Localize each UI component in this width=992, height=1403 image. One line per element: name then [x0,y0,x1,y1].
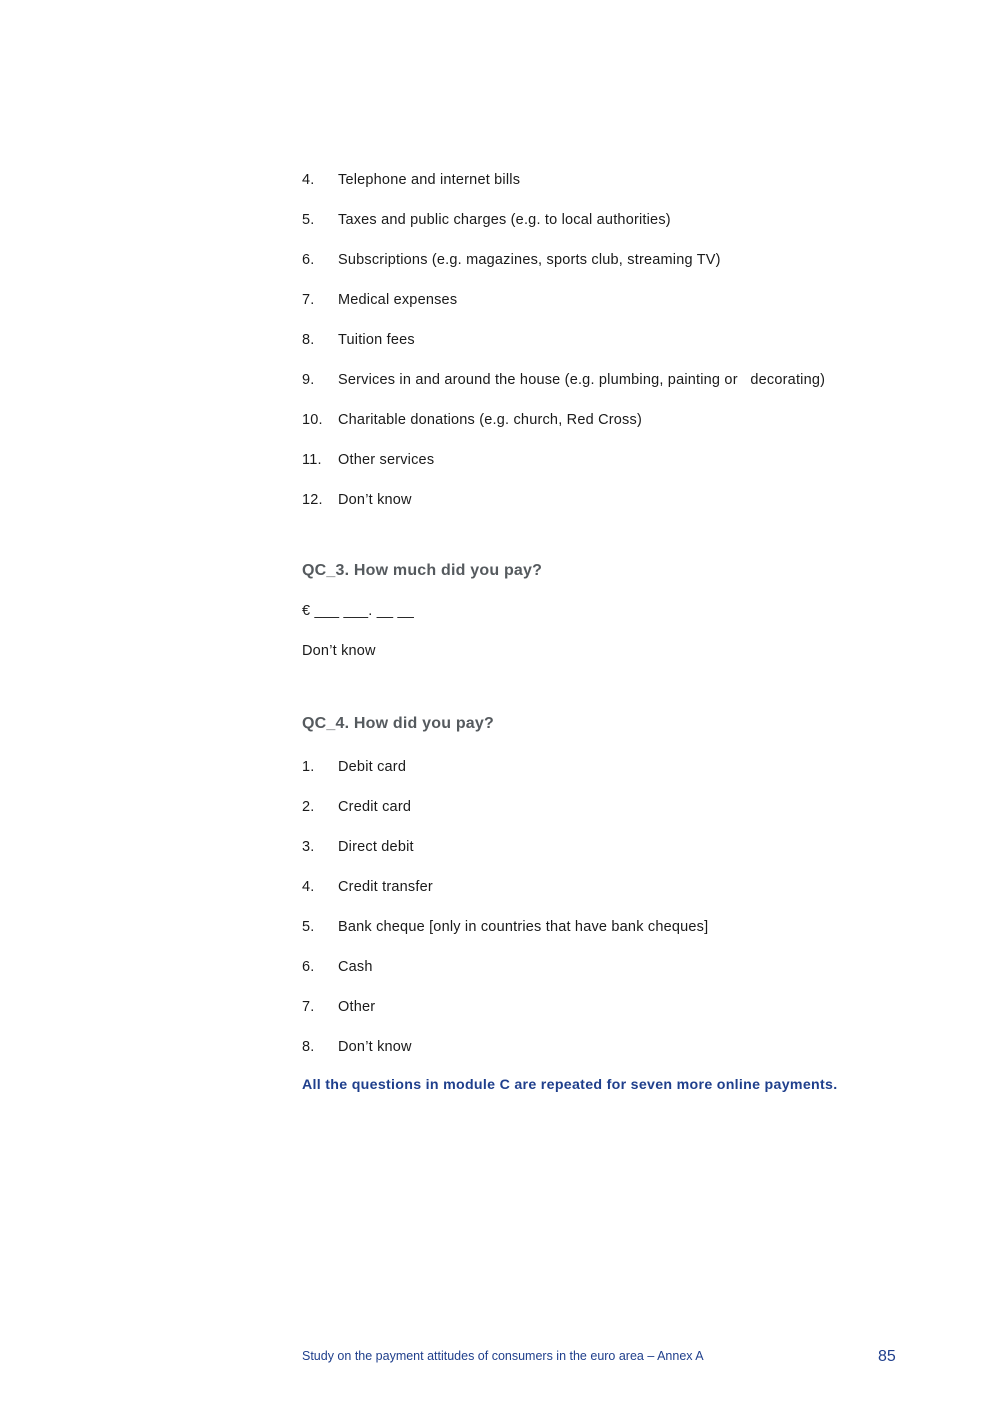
option-number: 4. [302,879,315,895]
amount-entry-field: € ___ ___. __ __ [302,603,415,619]
option-label: Tuition fees [338,332,415,348]
list-item [302,877,708,917]
option-label: Cash [338,959,373,975]
footer-title: Study on the payment attitudes of consumers in the euro area – Annex A [302,1349,704,1363]
list-item [302,450,825,490]
list-item [302,210,825,250]
option-label: Medical expenses [338,292,458,308]
option-label: Don’t know [338,492,412,508]
qc4-options-list [302,757,708,1077]
option-number: 7. [302,999,315,1015]
option-number: 5. [302,212,315,228]
option-label: Credit card [338,799,412,815]
option-label: Subscriptions (e.g. magazines, sports club, streaming TV) [338,252,721,268]
option-number: 6. [302,252,315,268]
option-label: Don’t know [338,1039,412,1055]
option-label: Credit transfer [338,879,433,895]
list-item [302,170,825,210]
option-label: Telephone and internet bills [338,172,521,188]
list-item [302,290,825,330]
option-number: 1. [302,759,315,775]
option-number: 8. [302,332,315,348]
list-item [302,957,708,997]
option-label: Other services [338,452,435,468]
option-number: 4. [302,172,315,188]
qc4-question-title: QC_4. How did you pay? [302,715,494,732]
module-repeat-note: All the questions in module C are repeated for seven more online payments. [302,1077,838,1093]
option-number: 6. [302,959,315,975]
option-number: 11. [302,452,322,468]
option-number: 2. [302,799,315,815]
list-item [302,757,708,797]
list-item [302,330,825,370]
option-label: Bank cheque [only in countries that have bank cheques] [338,919,709,935]
option-number: 3. [302,839,315,855]
list-item [302,250,825,290]
list-item [302,410,825,450]
list-item [302,837,708,877]
qc2-options-list [302,170,825,530]
list-item [302,1037,708,1077]
list-item [302,997,708,1037]
list-item [302,370,825,410]
list-item [302,917,708,957]
page-number: 85 [878,1348,896,1365]
option-label: Charitable donations (e.g. church, Red Cross) [338,412,642,428]
option-number: 8. [302,1039,315,1055]
option-number: 5. [302,919,315,935]
option-label: Services in and around the house (e.g. plumbing, painting or decorating) [338,372,826,388]
option-number: 12. [302,492,323,508]
option-label: Other [338,999,376,1015]
option-label: Debit card [338,759,407,775]
list-item [302,797,708,837]
option-label: Direct debit [338,839,414,855]
option-label: Taxes and public charges (e.g. to local authorities) [338,212,671,228]
qc3-question-title: QC_3. How much did you pay? [302,562,543,579]
option-number: 7. [302,292,315,308]
list-item [302,490,825,530]
qc3-dont-know-option: Don’t know [302,643,376,659]
option-number: 9. [302,372,315,388]
option-number: 10. [302,412,323,428]
